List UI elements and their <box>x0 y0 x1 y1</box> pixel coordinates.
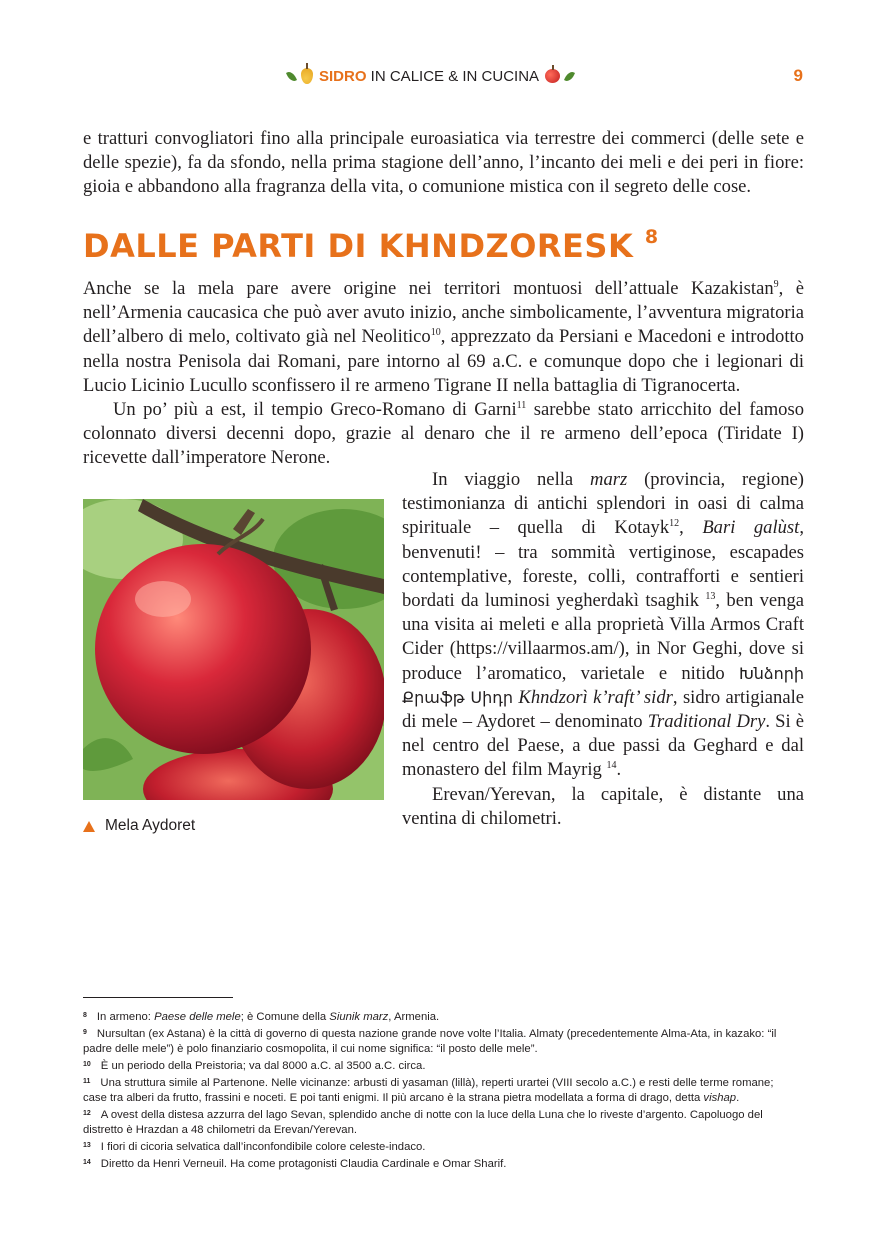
footnote-text: Paese delle mele <box>154 1011 241 1023</box>
leaf-icon <box>564 70 575 83</box>
text-run: (provincia, regione) testimonianza di antichi splendori in oasi di calma spirituale – quella di Kotayk <box>402 469 804 539</box>
footnote-ref: 10 <box>430 327 441 339</box>
footnote-ref: 14 <box>606 760 617 772</box>
footnote-number: 12 <box>83 1110 91 1117</box>
footnote-item <box>83 1106 798 1138</box>
footnote-text: Una struttura simile al Partenone. Nelle vicinanze: arbusti di yasaman (lillà), reperti urartei (VIII secolo a.C.) e resti delle terme romane; case tra alberi da frutto, frassini e noceti. E poi tanti enigmi. Il più arcano è la strana pietra modellata a forma di drago, detta <box>83 1077 774 1104</box>
footnote-text: Diretto da Henri Verneuil. Ha come protagonisti Claudia Cardinale e Omar Sharif. <box>100 1158 507 1170</box>
paragraph-yerevan: Erevan/Yerevan, la capitale, è distante una ventina di chilometri. <box>402 783 804 829</box>
footnote-item <box>83 1074 798 1106</box>
italic-run: Traditional Dry <box>647 711 766 733</box>
footnote-text: A ovest della distesa azzurra del lago Sevan, splendido anche di notte con la luce della Luna che lo riveste d’argento. Capoluogo del distretto è Hrazdan a 48 chilometri da Erevan/Yerevan. <box>83 1109 763 1136</box>
text-run: , benvenuti! – tra sommità vertiginose, escapades contemplative, foreste, colli, contrafforti e sentieri bordati da luminosi yegherdakì tsaghik <box>402 517 804 612</box>
intro-paragraph: e tratturi convogliatori fino alla principale euroasiatica via terrestre dei commerci (delle sete e delle spezie), fa da sfondo, nella prima stagione dell’anno, l’incanto dei meli e dei peri in fiore: gioia e abbandono alla fragranza della vita, o comunione mistica con il segreto delle cose. <box>83 128 804 198</box>
footnote-item <box>83 1155 798 1172</box>
footnote-ref: 13 <box>705 591 716 603</box>
footnote-text: Nursultan (ex Astana) è la città di governo di questa nazione grande nove volte l’Italia. Almaty (precedentemente Alma-Ata, in kazako: “il padre delle mele”) è polo finanziario cosmopolita, il cui nome significa: “il posto delle mele”. <box>83 1028 777 1055</box>
running-header <box>0 62 875 90</box>
image-caption <box>83 817 195 835</box>
text-run: , ben venga una visita ai meleti e alla proprietà Villa Armos Craft Cider (https://villaarmos.am/), in Nor Geghi, dove si produce l’aromatico, varietale e nitido <box>402 590 804 684</box>
apple-illustration <box>83 499 384 800</box>
footnote-ref: 12 <box>669 518 680 530</box>
text-run: In viaggio nella <box>432 469 591 490</box>
text-run: , <box>679 517 703 539</box>
triangle-marker-icon <box>83 821 95 832</box>
section-heading-text: DALLE PARTI DI KHNDZORESK <box>83 227 634 265</box>
paragraph-journey <box>402 468 804 783</box>
footnote-text: ; è Comune della <box>240 1011 330 1023</box>
text-run: Un po’ più a est, il tempio Greco-Romano di Garni <box>113 399 517 420</box>
paragraph-origins <box>83 277 804 398</box>
footnote-text: vishap <box>703 1092 737 1104</box>
armenian-text: Խնձորի Քրաֆթ Սիդր <box>402 663 804 707</box>
footnote-ref: 11 <box>516 400 527 411</box>
apple-photo <box>83 499 384 800</box>
section-heading <box>83 226 659 265</box>
text-run: , apprezzato da Persiani e Macedoni e introdotto nella nostra Penisola dai Romani, pare intorno al 69 a.C. e comunque dopo che i legionari di Lucio Licinio Lucullo sconfissero il re armeno Tigrane II nella battaglia di Tigranocerta. <box>83 326 804 396</box>
footnote-item <box>83 1057 798 1074</box>
footnote-ref: 9 <box>773 279 779 290</box>
text-run: , sidro artigianale di mele – Aydoret – denominato <box>402 686 805 733</box>
footnote-text: . <box>736 1092 740 1104</box>
header-title-group <box>288 62 573 90</box>
header-brand: SIDRO <box>319 67 367 85</box>
footnote-text: È un periodo della Preistoria; va dal 8000 a.C. al 3500 a.C. circa. <box>100 1060 426 1072</box>
footnote-number: 8 <box>83 1012 87 1019</box>
italic-run: marz <box>590 469 628 490</box>
header-subtitle: IN CALICE & IN CUCINA <box>366 67 540 85</box>
footnote-item <box>83 1008 798 1025</box>
pear-icon <box>301 68 313 84</box>
text-run: . Si è nel centro del Paese, a due passi da Geghard e dal monastero del film Mayrig <box>402 711 804 781</box>
text-run: , è nell’Armenia caucasica che può aver avuto inizio, anche simbolicamente, l’avventura migratoria dell’albero di melo, coltivato già nel Neolitico <box>83 278 804 348</box>
footnote-item <box>83 1025 798 1057</box>
footnote-number: 11 <box>83 1078 91 1085</box>
right-column <box>402 468 804 831</box>
text-run: Anche se la mela pare avere origine nei territori montuosi dell’attuale Kazakistan <box>83 278 774 299</box>
footnote-text: I fiori di cicoria selvatica dall’inconfondibile colore celeste-indaco. <box>100 1141 426 1153</box>
footnote-number: 10 <box>83 1061 91 1068</box>
leaf-icon <box>286 70 297 83</box>
caption-text: Mela Aydoret <box>105 817 196 834</box>
paragraph-garni <box>83 398 804 471</box>
footnote-item <box>83 1138 798 1155</box>
page-number: 9 <box>793 66 803 85</box>
italic-run: Khndzorì k’raft’ sidr <box>518 686 673 708</box>
apple-icon <box>545 69 560 83</box>
footnote-divider <box>83 997 233 998</box>
footnote-text: , Armenia. <box>388 1011 440 1023</box>
header-title <box>319 68 539 85</box>
footnote-number: 14 <box>83 1159 91 1166</box>
footnote-text: In armeno: <box>96 1011 155 1023</box>
footnote-number: 13 <box>83 1142 91 1149</box>
footnote-number: 9 <box>83 1029 87 1036</box>
text-run: sarebbe stato arricchito del famoso colonnato diversi decenni dopo, grazie al denaro che il re armeno dell’epoca (Tiridate I) ricevette dall’imperatore Nerone. <box>83 399 804 469</box>
footnotes <box>83 1008 798 1172</box>
italic-run: Bari galùst <box>702 517 800 539</box>
heading-footnote-ref: 8 <box>644 226 659 248</box>
footnote-text: Siunik marz <box>329 1011 389 1023</box>
text-run: . <box>616 759 622 781</box>
